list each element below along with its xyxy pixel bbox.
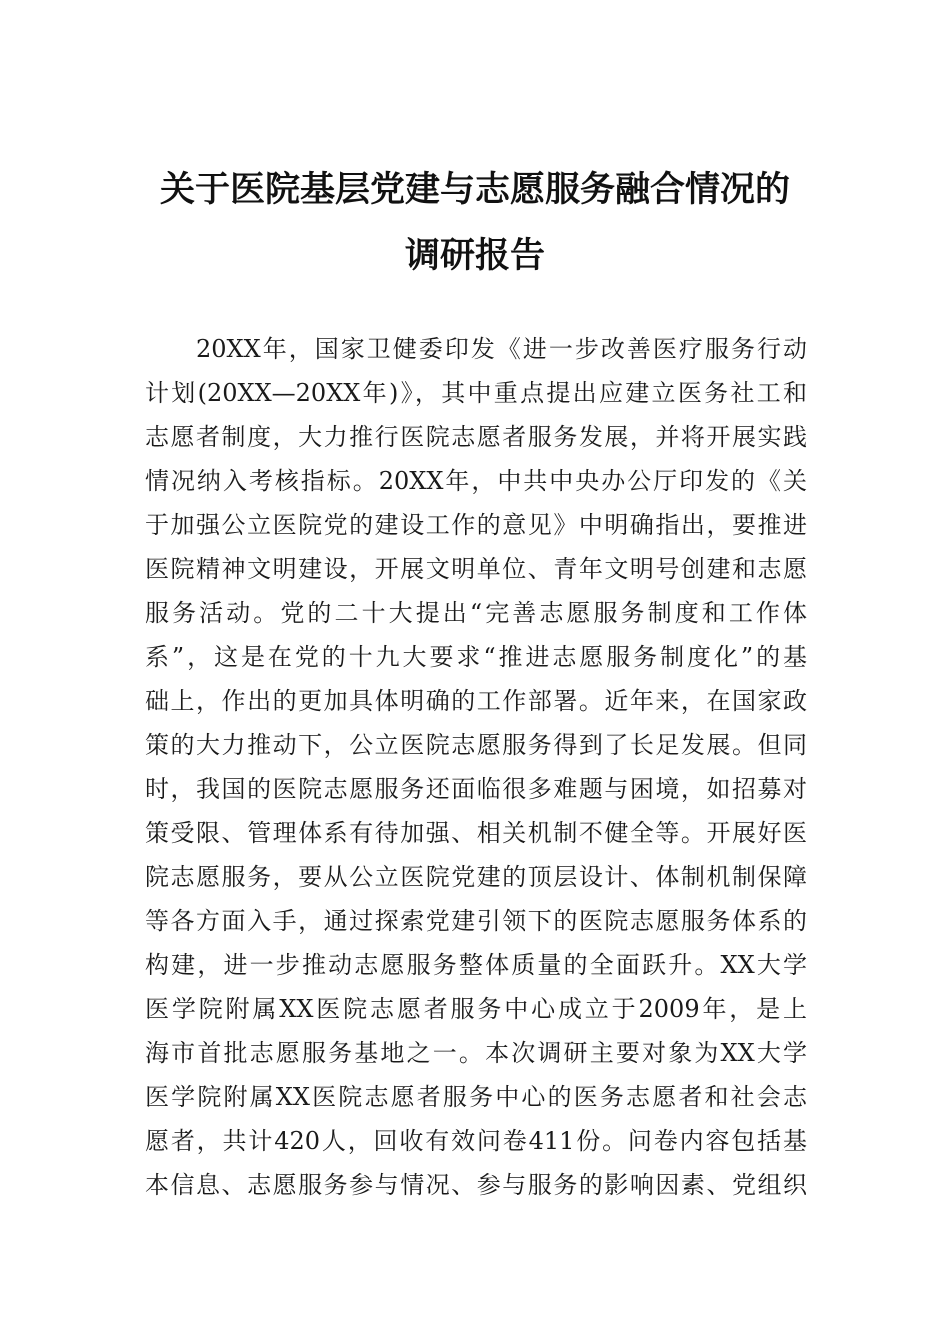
document-title-line-1: 关于医院基层党建与志愿服务融合情况的 [159, 169, 790, 210]
body-line-1: 20XX年，国家卫健委印发《进一步改善医疗服务行动 [196, 335, 807, 363]
body-line-17: 海市首批志愿服务基地之一。本次调研主要对象为XX大学 [145, 1039, 807, 1067]
body-line-2: 计划(20XX—20XX年)》，其中重点提出应建立医务社工和 [145, 379, 807, 407]
body-line-8: 系”，这是在党的十九大要求“推进志愿服务制度化”的基 [145, 643, 807, 671]
body-line-7: 服务活动。党的二十大提出“完善志愿服务制度和工作体 [145, 599, 807, 627]
body-line-20: 本信息、志愿服务参与情况、参与服务的影响因素、党组织 [145, 1171, 807, 1199]
body-line-14: 等各方面入手，通过探索党建引领下的医院志愿服务体系的 [145, 907, 807, 935]
body-line-18: 医学院附属XX医院志愿者服务中心的医务志愿者和社会志 [145, 1083, 807, 1111]
body-line-12: 策受限、管理体系有待加强、相关机制不健全等。开展好医 [145, 819, 807, 847]
body-line-13: 院志愿服务，要从公立医院党建的顶层设计、体制机制保障 [145, 863, 807, 891]
body-line-15: 构建，进一步推动志愿服务整体质量的全面跃升。XX大学 [145, 951, 807, 979]
body-line-4: 情况纳入考核指标。20XX年，中共中央办公厅印发的《关 [145, 467, 807, 495]
body-line-9: 础上，作出的更加具体明确的工作部署。近年来，在国家政 [145, 687, 807, 715]
body-line-11: 时，我国的医院志愿服务还面临很多难题与困境，如招募对 [145, 775, 807, 803]
body-line-3: 志愿者制度，大力推行医院志愿者服务发展，并将开展实践 [145, 423, 807, 451]
body-line-19: 愿者，共计420人，回收有效问卷411份。问卷内容包括基 [145, 1127, 807, 1155]
body-line-6: 医院精神文明建设，开展文明单位、青年文明号创建和志愿 [145, 555, 807, 583]
body-line-10: 策的大力推动下，公立医院志愿服务得到了长足发展。但同 [145, 731, 807, 759]
body-line-16: 医学院附属XX医院志愿者服务中心成立于2009年，是上 [145, 995, 807, 1023]
body-line-5: 于加强公立医院党的建设工作的意见》中明确指出，要推进 [145, 511, 807, 539]
document-title-line-2: 调研报告 [404, 235, 545, 276]
